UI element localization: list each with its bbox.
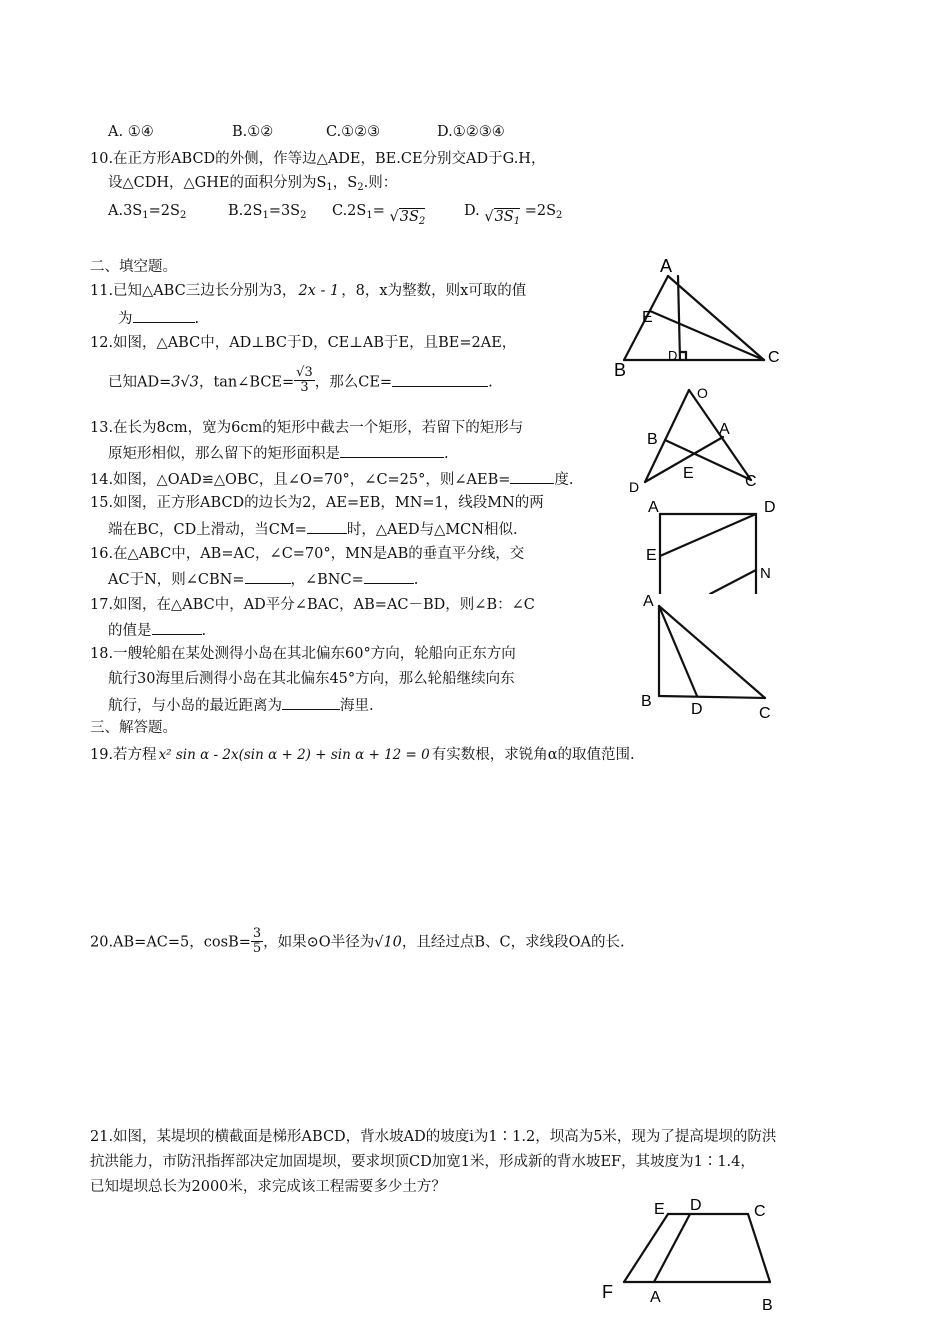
q15-line2: 端在BC，CD上滑动，当CM= 时，△AED与△MCN相似. — [108, 519, 518, 539]
q15-answer-blank[interactable] — [307, 519, 347, 534]
q9-option-a: A. ①④ — [108, 124, 154, 140]
q16-answer-blank-2[interactable] — [364, 569, 414, 584]
q18-line2: 航行30海里后测得小岛在其北偏东45°方向，那么轮船继续向东 — [108, 671, 515, 687]
q20-line: 20.AB=AC=5，cosB= $\frac{3}{5}$ ，如果⊙O半径为√10，且经过点B、C，求线段OA的长. — [90, 926, 625, 956]
q19-line: 19.若方程 x² sin α - 2x(sin α + 2) + sin α + 12 = 0 有实数根，求锐角α的取值范围. — [90, 747, 635, 763]
q10-option-a: $A.3S_1=2S_2$ — [108, 203, 187, 221]
q10-option-b: $B.2S_1=3S_2$ — [228, 203, 307, 221]
q15-line1: 15.如图，正方形ABCD的边长为2，AE=EB，MN=1，线段MN的两 — [90, 495, 544, 511]
fig12-label-a: A — [660, 256, 673, 276]
fig17-label-a: A — [643, 593, 654, 610]
fig17-label-b: B — [641, 693, 652, 710]
fig21-label-a: A — [650, 1289, 661, 1306]
q11-line2: 为 . — [118, 308, 199, 328]
q17-triangle-figure — [635, 588, 785, 718]
fig12-label-e: E — [642, 309, 653, 326]
q14-congruent-triangles-figure — [625, 382, 775, 492]
fig15-label-e: E — [646, 547, 657, 564]
q16-line1: 16.在△ABC中，AB=AC，∠C=70°，MN是AB的垂直平分线，交 — [90, 546, 525, 562]
q10-option-d: D. $√3S_1 =2S_2$ — [464, 203, 563, 227]
q10-line1: 10.在正方形ABCD的外侧，作等边△ADE，BE.CE分别交AD于G.H， — [90, 151, 546, 167]
q9-option-b: B.①② — [232, 124, 274, 140]
section-fill-blank-heading: 二、填空题。 — [90, 259, 177, 275]
q18-answer-blank[interactable] — [282, 695, 340, 710]
fig17-label-c: C — [759, 705, 771, 718]
q17-line1: 17.如图，在△ABC中，AD平分∠BAC，AB=AC－BD，则∠B：∠C — [90, 597, 535, 613]
q9-option-c: C.①②③ — [326, 124, 381, 140]
fig12-label-b: B — [614, 360, 627, 380]
q21-line2: 抗洪能力，市防汛指挥部决定加固堤坝，要求坝顶CD加宽1米，形成新的背水坡EF，其坡度为1∶1.4， — [90, 1154, 755, 1170]
q14-line: 14.如图，△OAD≌△OBC，且∠O=70°，∠C=25°，则∠AEB= 度. — [90, 469, 574, 489]
q11-line1: 11.已知△ABC三边长分别为3， 2x - 1 ，8，x为整数，则x可取的值 — [90, 283, 527, 299]
q18-line1: 18.一艘轮船在某处测得小岛在其北偏东60°方向，轮船向正东方向 — [90, 646, 516, 662]
fig14-label-a: A — [719, 421, 730, 438]
q18-line3: 航行，与小岛的最近距离为 海里. — [108, 695, 374, 715]
q12-answer-blank[interactable] — [392, 372, 488, 387]
q10-line2: 设△CDH，△GHE的面积分别为$S_1$，$S_2$.则： — [108, 175, 398, 193]
fig15-label-a: A — [648, 499, 659, 516]
fig21-label-b: B — [762, 1297, 773, 1314]
q16-answer-blank-1[interactable] — [245, 569, 291, 584]
q12-line2: 已知AD=3√3，tan∠BCE= $\frac{√3}{3}$ ，那么CE= . — [108, 365, 493, 395]
q10-option-c: $C.2S_1= √3S_2$ — [332, 203, 426, 227]
fig14-label-e: E — [683, 465, 694, 482]
q12-triangle-figure — [610, 256, 790, 380]
q13-answer-blank[interactable] — [340, 443, 444, 458]
q17-answer-blank[interactable] — [152, 620, 202, 635]
fig14-label-d: D — [629, 479, 640, 492]
q12-line1: 12.如图，△ABC中，AD⊥BC于D，CE⊥AB于E，且BE=2AE， — [90, 335, 517, 351]
section-solve-heading: 三、解答题。 — [90, 720, 177, 736]
fig14-label-o: O — [697, 385, 708, 401]
q15-square-figure — [640, 494, 780, 594]
fig14-label-b: B — [647, 431, 658, 448]
fig12-label-d: D — [668, 348, 678, 363]
q16-line2: AC于N，则∠CBN= ，∠BNC= . — [108, 569, 418, 589]
q11-answer-blank[interactable] — [133, 308, 195, 323]
q13-line2: 原矩形相似，那么留下的矩形面积是 . — [108, 443, 449, 463]
fig21-label-d: D — [690, 1197, 702, 1214]
q19-equation: x² sin α - 2x(sin α + 2) + sin α + 12 = 0 — [158, 747, 430, 763]
q9-option-d: D.①②③④ — [437, 124, 505, 140]
q17-line2: 的值是 . — [108, 620, 206, 640]
fig21-label-e: E — [654, 1201, 665, 1218]
fig15-label-d: D — [764, 499, 776, 516]
fig21-label-c: C — [754, 1203, 766, 1220]
fig21-label-f: F — [602, 1282, 613, 1302]
fig12-label-c: C — [768, 349, 780, 366]
q21-dam-trapezoid-figure — [598, 1192, 788, 1316]
q14-answer-blank[interactable] — [510, 469, 554, 484]
q21-line3: 已知堤坝总长为2000米，求完成该工程需要多少土方？ — [90, 1179, 446, 1195]
q13-line1: 13.在长为8cm，宽为6cm的矩形中截去一个矩形，若留下的矩形与 — [90, 420, 524, 436]
fig15-label-n: N — [760, 565, 771, 582]
fig17-label-d: D — [691, 701, 703, 718]
fig14-label-c: C — [745, 473, 757, 490]
q21-line1: 21.如图，某堤坝的横截面是梯形ABCD，背水坡AD的坡度i为1∶1.2，坝高为5米，现为了提高堤坝的防洪 — [90, 1129, 777, 1145]
